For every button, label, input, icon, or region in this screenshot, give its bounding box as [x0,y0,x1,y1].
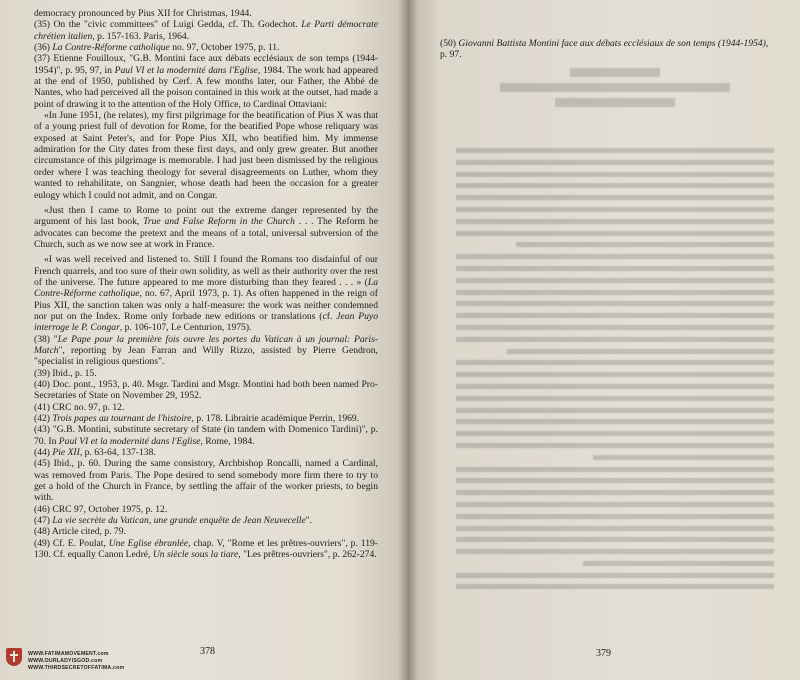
quoted-paragraph [34,205,378,250]
text-run: , no. 67, April 1973, p. 1). As often happened in the reign of Pius XII, the sanction taken was only a half-measure: the work was neither condemned nor put on the Index. Rome only forbade new editions or translations (cf. [34,288,378,322]
right-page-number: 379 [596,648,611,659]
text-run: «In June 1951, (he relates), my first pilgrimage for the beatification of Pius X was that of a young priest full of devotion for Rome, for the beatified Pope whose reliquary was exposed at Saint Peter's, and for Pope Pius XII, who beatified him. My immense admiration for the City dates from these first days, and only grew greater. But another circumstance of this pilgrimage is memorable. I had just been dismissed by the religious order where I was teaching theology for several disagreements on Luther, whom they wanted to rehabilitate, on Sangnier, whose death had been the occasion for a greater eulogy which I could not admit, and on Congar. [34,110,378,201]
italic-title: Un siècle sous la tiare [152,549,239,561]
show-through-line [456,478,774,483]
footnote [34,379,378,402]
footnote [34,515,378,526]
text-run: , chap. V, "Rome et les prêtres-ouvriers", p. 119-130. Cf. equally Canon Ledré, [34,537,378,561]
text-run: , p. 157-163. Paris, 1964. [92,30,190,42]
footnote [34,526,378,537]
text-run: (36) [34,42,53,54]
text-run: (45) Ibid., p. 60. During the same consistory, Archbishop Roncalli, named a Cardinal, was removed from Paris. The Pope desired to send somebody more firm there to try to get a hold of the Church in France, by settling the affair of the worker priests, to begin with. [34,458,378,504]
show-through-line [593,455,774,460]
italic-title: Paul VI et la modernité dans l'Eglise [114,64,258,76]
show-through-line [456,160,774,165]
text-run: , p. 178. Librairie académique Perrin, 1969. [191,413,360,425]
footer-url[interactable]: WWW.OURLADYISGOD.com [28,658,103,664]
show-through-line [456,408,774,413]
text-run: , p. 63-64, 137-138. [79,447,156,459]
footnote [34,19,378,42]
text-run: (46) CRC 97, October 1975, p. 12. [34,503,168,515]
text-run: «I was well received and listened to. Still I found the Romans too disdainful of our French quarrels, and too sure of their own solidity, as well as their authority over the rest of the universe. The future appeared to me more disturbing than they feared . . . » ( [34,254,378,288]
show-through-line [456,584,774,589]
site-logo-icon [6,648,22,666]
show-through-line [456,313,774,318]
show-through-line [456,384,774,389]
show-through-line [456,396,774,401]
show-through-line [456,502,774,507]
italic-title: Une Eglise ébranlée [108,537,189,549]
show-through-line [456,467,774,472]
book-gutter-shadow [398,0,418,680]
footnote [34,334,378,368]
text-run: , p. 106-107, Le Centurion, 1975). [119,322,252,334]
left-page-footnotes [34,8,378,561]
quoted-paragraph [34,254,378,333]
text-run: (35) On the "civic committees" of Luigi Gedda, cf. Th. Godechot. [34,19,302,31]
footnote [34,413,378,424]
show-through-line [456,254,774,259]
show-through-line [456,266,774,271]
italic-title: Pie XII [52,447,80,459]
show-through-line [456,443,774,448]
text-run: (39) Ibid., p. 15. [34,367,97,379]
text-run: (48) Article cited, p. 79. [34,526,126,538]
italic-title: La Contre-Réforme catholique [34,276,378,300]
text-run: ". [305,515,313,527]
footnote [34,53,378,110]
show-through-heading [490,65,740,113]
show-through-body [456,148,774,596]
show-through-line [507,349,774,354]
show-through-line [456,195,774,200]
footnote [34,447,378,458]
show-through-line [583,561,774,566]
footer-url[interactable]: WWW.FATIMAMOVEMENT.com [28,651,109,657]
footnote [34,368,378,379]
text-run: (47) [34,515,53,527]
text-run: (41) CRC no. 97, p. 12. [34,401,125,413]
text-run: (40) Doc. pont., 1953, p. 40. Msgr. Tardini and Msgr. Montini had both been named Pro-Secretaries of State on November 29, 1952. [34,379,378,402]
footnote [34,458,378,503]
show-through-line [456,431,774,436]
show-through-line [516,242,774,247]
italic-title: Jean Puyo interroge le P. Congar [34,310,378,334]
footnote [34,424,378,447]
italic-title: Paul VI et la modernité dans l'Eglise [58,435,201,447]
show-through-line [456,278,774,283]
italic-title: True and False Reform in the Church [143,216,295,228]
text-run: (44) [34,447,53,459]
text-run: (43) "G.B. Montini, substitute secretary of State (in tandem with Domenico Tardini)", p. 70. In [34,424,378,447]
text-run: ", reporting by Jean Farran and Willy Rizzo, assisted by Pierre Gendron, "specialist in religious questions". [34,344,378,368]
right-page-footnote [440,38,770,61]
italic-title: Le Pape pour la première fois ouvre les portes du Vatican à un journal: Paris-Match [34,333,378,356]
text-run: (49) Cf. E. Poulat, [34,537,109,549]
text-run: , 1984. The work had appeared at the end of 1950, published by Cerf. A few months later, our Father, the Abbé de Nantes, who had perceived all the poison contained in this work at the outset, had made a point of drawing it to the attention of the Holy Office, to Cardinal Ottaviani: [34,64,378,110]
text-run: . . . The Reform he advocates can become the pretext and the means of a total, universal subversion of the Church, such as we now see at work in France. [34,216,378,250]
show-through-line [456,526,774,531]
text-run: (50) [440,38,459,49]
show-through-line [456,207,774,212]
show-through-line [456,573,774,578]
show-through-line [456,360,774,365]
show-through-line [456,231,774,236]
show-through-line [456,372,774,377]
text-run: (38) " [34,333,58,345]
italic-title: Trois papes au tournant de l'histoire [52,413,192,425]
show-through-line [456,337,774,342]
show-through-line [456,172,774,177]
show-through-line [456,301,774,306]
text-run: no. 97, October 1975, p. 11. [169,42,280,54]
left-page-number: 378 [200,646,215,657]
footnote [34,504,378,515]
footer-url[interactable]: WWW.THIRDSECRETOFFATIMA.com [28,665,125,671]
show-through-line [456,514,774,519]
show-through-line [456,325,774,330]
italic-title: La vie secrète du Vatican, une grande enquête de Jean Neuvecelle [52,515,306,527]
text-run: (37) Etienne Fouilloux, "G.B. Montini face aux débats ecclésiaux de son temps (1944-1954)", p. 95, 97, in [34,53,378,76]
italic-title: Le Parti démocrate chrétien italien [34,19,378,42]
text-run: , Rome, 1984. [200,435,255,447]
footnote [34,42,378,53]
text-run: democracy pronounced by Pius XII for Christmas, 1944. [34,8,252,19]
footnote [34,538,378,561]
text-run: , "Les prêtres-ouvriers", p. 262-274. [238,549,377,561]
show-through-line [456,419,774,424]
footnote [34,402,378,413]
footer-urls [28,651,124,672]
show-through-line [456,183,774,188]
text-run: , p. 97. [440,38,769,61]
show-through-line [456,219,774,224]
italic-title: La Contre-Réforme catholique [52,42,170,54]
quoted-paragraph [34,110,378,201]
show-through-line [456,148,774,153]
footnote [440,38,770,61]
show-through-line [456,537,774,542]
italic-title: Giovanni Battista Montini face aux débats ecclésiaux de son temps (1944-1954) [458,38,766,49]
show-through-line [456,290,774,295]
footnote [34,8,378,19]
show-through-line [456,490,774,495]
show-through-line [456,549,774,554]
text-run: (42) [34,413,53,425]
text-run: «Just then I came to Rome to point out the extreme danger represented by the argument of his last book, [34,204,378,228]
